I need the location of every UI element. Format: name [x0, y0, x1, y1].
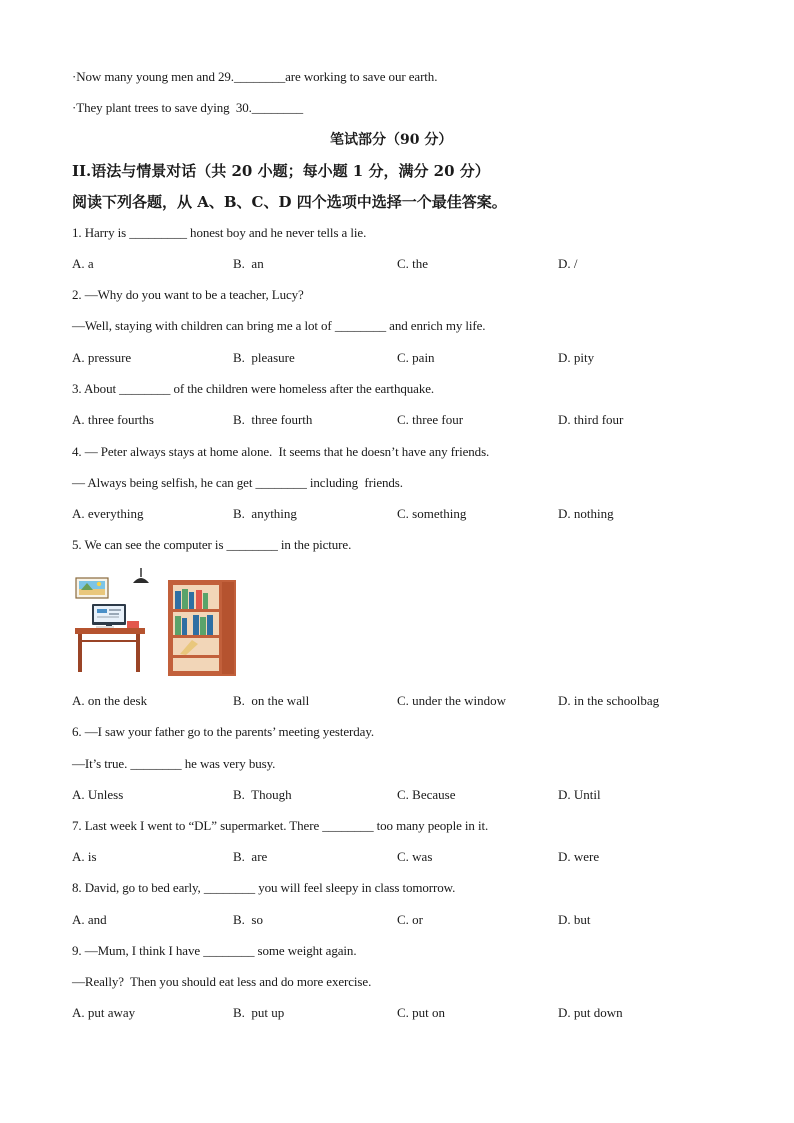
- question-6-options: [72, 787, 732, 803]
- question-5-stem: 5. We can see the computer is ________ in the picture.: [72, 537, 352, 552]
- question-8-stem: 8. David, go to bed early, ________ you will feel sleepy in class tomorrow.: [72, 880, 456, 895]
- question-9-stem: 9. —Mum, I think I have ________ some weight again.: [72, 943, 357, 958]
- option-b[interactable]: B. anything: [233, 506, 297, 521]
- question-6-stem: 6. —I saw your father go to the parents’ meeting yesterday.: [72, 724, 375, 739]
- question-5-options: [72, 693, 732, 709]
- option-b[interactable]: B. on the wall: [233, 693, 310, 708]
- option-c[interactable]: C. something: [397, 506, 467, 521]
- question-3-options: [72, 412, 732, 428]
- option-b[interactable]: B. put up: [233, 1005, 285, 1020]
- option-b[interactable]: B. pleasure: [233, 350, 295, 365]
- question-8-options: [72, 912, 732, 928]
- option-a[interactable]: A. put away: [72, 1005, 136, 1020]
- question-9-options: [72, 1005, 732, 1021]
- question-1-stem: 1. Harry is _________ honest boy and he never tells a lie.: [72, 225, 367, 240]
- question-7-stem: 7. Last week I went to “DL” supermarket. There ________ too many people in it.: [72, 818, 489, 833]
- option-b[interactable]: B. are: [233, 849, 268, 864]
- question-4-options: [72, 506, 732, 522]
- ceiling-lamp-icon: [133, 568, 149, 583]
- option-c[interactable]: C. was: [397, 849, 433, 864]
- option-d[interactable]: D. nothing: [558, 506, 614, 521]
- option-a[interactable]: A. pressure: [72, 350, 132, 365]
- option-d[interactable]: D. in the schoolbag: [558, 693, 660, 708]
- option-c[interactable]: C. under the window: [397, 693, 507, 708]
- option-b[interactable]: B. three fourth: [233, 412, 313, 427]
- computer-icon: [92, 604, 139, 628]
- option-c[interactable]: C. Because: [397, 787, 456, 802]
- section-title: II.语法与情景对话（共 20 小题；每小题 1 分，满分 20 分）: [72, 162, 490, 180]
- option-a[interactable]: A. three fourths: [72, 412, 154, 427]
- option-a[interactable]: A. is: [72, 849, 97, 864]
- question-7-options: [72, 849, 732, 865]
- option-a[interactable]: A. Unless: [72, 787, 124, 802]
- option-a[interactable]: A. and: [72, 912, 107, 927]
- option-a[interactable]: A. on the desk: [72, 693, 148, 708]
- option-d[interactable]: D. /: [558, 256, 578, 271]
- option-b[interactable]: B. so: [233, 912, 263, 927]
- question-2-options: [72, 350, 732, 366]
- question-6-stem-reply: —It’s true. ________ he was very busy.: [72, 756, 276, 771]
- intro-line-29: ·Now many young men and 29.________are working to save our earth.: [72, 69, 438, 84]
- option-a[interactable]: A. everything: [72, 506, 144, 521]
- room-picture: [72, 568, 240, 678]
- option-a[interactable]: A. a: [72, 256, 94, 271]
- question-4-stem-reply: — Always being selfish, he can get ________ including friends.: [72, 475, 403, 490]
- option-c[interactable]: C. or: [397, 912, 423, 927]
- question-9-stem-reply: —Really? Then you should eat less and do more exercise.: [72, 974, 372, 989]
- question-2-stem-reply: —Well, staying with children can bring me a lot of ________ and enrich my life.: [72, 318, 486, 333]
- desk-icon: [75, 628, 145, 672]
- intro-line-30: ·They plant trees to save dying 30.________: [72, 100, 303, 115]
- question-2-stem: 2. —Why do you want to be a teacher, Lucy?: [72, 287, 304, 302]
- written-part-title: 笔试部分（90 分）: [330, 132, 453, 148]
- option-c[interactable]: C. pain: [397, 350, 435, 365]
- option-d[interactable]: D. but: [558, 912, 591, 927]
- wall-picture-icon: [76, 578, 108, 598]
- question-1-options: [72, 256, 732, 272]
- option-d[interactable]: D. put down: [558, 1005, 623, 1020]
- option-c[interactable]: C. put on: [397, 1005, 446, 1020]
- option-c[interactable]: C. three four: [397, 412, 464, 427]
- option-b[interactable]: B. an: [233, 256, 264, 271]
- bookshelf-icon: [168, 580, 236, 676]
- option-d[interactable]: D. were: [558, 849, 600, 864]
- section-instruction: 阅读下列各题，从 A、B、C、D 四个选项中选择一个最佳答案。: [72, 193, 507, 211]
- option-c[interactable]: C. the: [397, 256, 429, 271]
- option-b[interactable]: B. Though: [233, 787, 292, 802]
- question-3-stem: 3. About ________ of the children were homeless after the earthquake.: [72, 381, 435, 396]
- option-d[interactable]: D. pity: [558, 350, 595, 365]
- question-4-stem: 4. — Peter always stays at home alone. It seems that he doesn’t have any friends.: [72, 444, 490, 459]
- option-d[interactable]: D. third four: [558, 412, 624, 427]
- option-d[interactable]: D. Until: [558, 787, 601, 802]
